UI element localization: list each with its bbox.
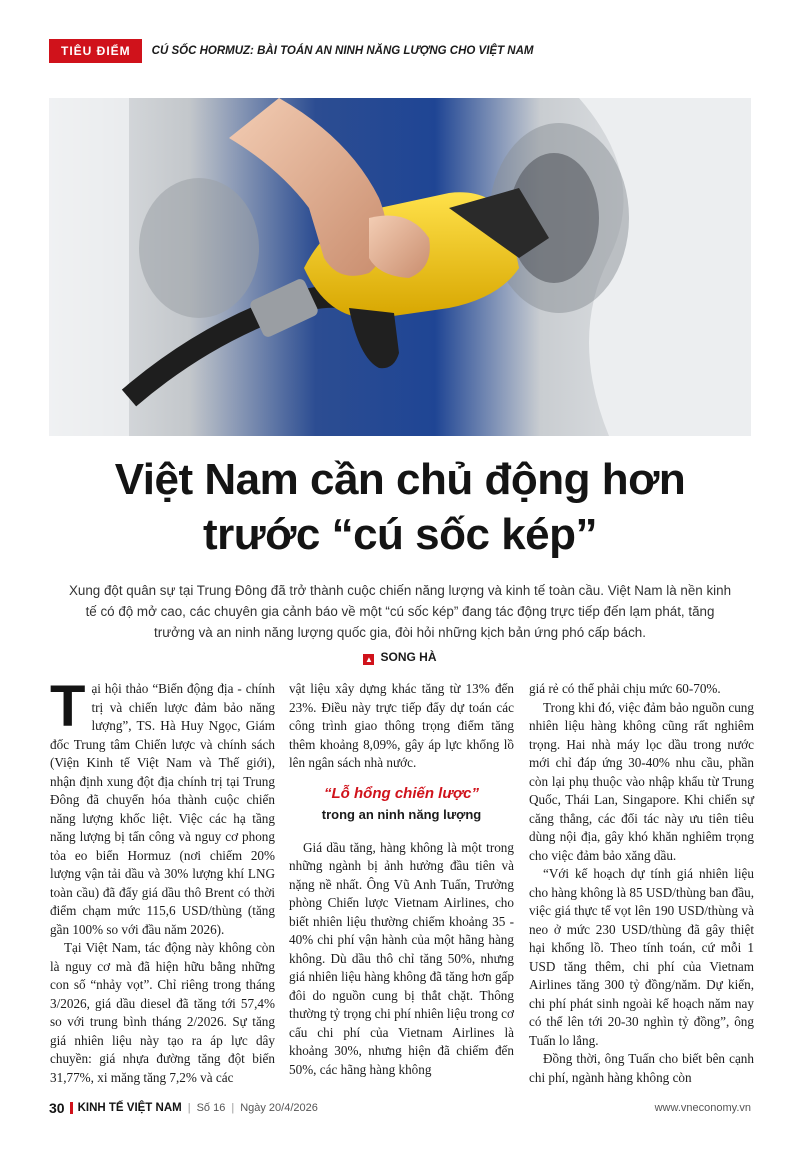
paragraph: Giá dầu tăng, hàng không là một trong những ngành bị ảnh hưởng đầu tiên và nặng nề nhất. Ông Vũ Anh Tuấn, Trưởng phòng Chiến lược Vietnam Airlines, cho biết nhiên liệu thường chiếm khoảng 35 - 40% chi phí vận hành của một hãng hàng không. Dù dầu thô chỉ tăng 50%, nhưng giá nhiên liệu hàng không đã tăng hơn gấp đôi do nguồn cung bị thắt chặt. Thông thường tỷ trọng chi phí nhiên liệu trong cơ cấu chi phí của Vietnam Airlines là khoảng 30%, nhưng hiện đã chiếm đến 50%, các hãng hàng không (289, 839, 514, 1077)
series-title: CÚ SỐC HORMUZ: BÀI TOÁN AN NINH NĂNG LƯỢNG CHO VIỆT NAM (151, 45, 534, 57)
column-3 (529, 680, 754, 1087)
website-url: www.vneconomy.vn (654, 1102, 751, 1114)
author-name: SONG HÀ (380, 650, 437, 664)
paragraph: Tại Việt Nam, tác động này không còn là nguy cơ mà đã hiện hữu bằng những con số “nhảy vọt”. Chỉ riêng trong tháng 3/2026, giá dầu diesel đã tăng tới 57,4% so với trung bình tháng 2/2026. Sự tăng giá nhiên liệu này tạo ra áp lực dây chuyền: giá nhựa đường tăng đột biến 31,77%, xi măng tăng 7,2% và các (50, 940, 275, 1085)
section-header (49, 39, 533, 63)
separator: | (231, 1102, 235, 1114)
paragraph: vật liệu xây dựng khác tăng từ 13% đến 23%. Điều này trực tiếp đẩy dự toán các công trình giao thông trọng điểm tăng thêm khoảng 8,09%, gây áp lực khổng lồ lên ngân sách nhà nước. (289, 681, 514, 770)
paragraph: Trong khi đó, việc đảm bảo nguồn cung nhiên liệu hàng không cũng rất nghiêm trọng. Hai nhà máy lọc dầu trong nước mới chỉ đáp ứng 30-40% nhu cầu, phần còn lại phụ thuộc vào nhập khẩu từ Trung Quốc, Thái Lan, Singapore. Khi chiến sự căng thẳng, các đối tác này ưu tiên tiêu dùng nội địa, gây khó khăn nghiêm trọng cho việc đảm bảo xăng dầu. (529, 699, 754, 863)
issue-date: Ngày 20/4/2026 (240, 1102, 318, 1114)
column-1 (50, 674, 275, 1087)
paragraph: giá rẻ có thể phải chịu mức 60-70%. (529, 681, 721, 696)
headline-line-1: Việt Nam cần chủ động hơn (114, 455, 686, 504)
paragraph (50, 674, 275, 939)
author-icon: ▲ (365, 655, 373, 664)
subheading-line-2: trong an ninh năng lượng (321, 807, 482, 822)
subheading (289, 785, 514, 825)
section-tag: TIÊU ĐIỂM (49, 39, 142, 63)
drop-cap: T (50, 674, 86, 739)
paragraph-text: ại hội thảo “Biến động địa - chính trị và chiến lược đảm bảo năng lượng”, TS. Hà Huy Ngọc, Giám đốc Trung tâm Chiến lược và chính sách (Viện Kinh tế Việt Nam và Thế giới), nhận định xung đột địa chính trị tại Trung Đông đã chuyển hóa thành cuộc chiến năng lượng khốc liệt. Việc các hạ tầng năng lượng bị tấn công và nguy cơ phong tỏa eo biển Hormuz (nơi chiếm 20% lượng vận tải dầu và 30% lượng khí LNG toàn cầu) đã đẩy giá dầu thô Brent có thời điểm chạm mức 115,6 USD/thùng (tăng gần 100% so với đầu năm 2026). (50, 681, 275, 937)
page-number: 30 (49, 1100, 65, 1116)
separator: | (187, 1102, 191, 1114)
fuel-nozzle-icon (49, 98, 751, 436)
article-sapo: Xung đột quân sự tại Trung Đông đã trở thành cuộc chiến năng lượng và kinh tế toàn cầu. Việt Nam là nền kinh tế có độ mở cao, các chuyên gia cảnh báo về một “cú sốc kép” đang tác động trực tiếp đến lạm phát, tăng trưởng và an ninh năng lượng quốc gia, đòi hỏi những kịch bản ứng phó cấp bách. (68, 583, 732, 640)
byline (0, 650, 800, 665)
footer-divider (70, 1102, 73, 1114)
headline-line-2: trước “cú sốc kép” (202, 510, 598, 559)
magazine-name: KINH TẾ VIỆT NAM (77, 1102, 182, 1114)
subheading-line-1: “Lỗ hổng chiến lược” (324, 784, 479, 802)
paragraph: Đồng thời, ông Tuấn cho biết bên cạnh chi phí, ngành hàng không còn (529, 1051, 754, 1085)
hero-photo (49, 98, 751, 436)
issue-number: Số 16 (196, 1102, 226, 1114)
paragraph: “Với kế hoạch dự tính giá nhiên liệu cho hàng không là 85 USD/thùng ban đầu, việc giá thực tế vọt lên 190 USD/thùng và neo ở mức 230 USD/thùng đã gây thiệt hại khổng lồ. Theo tính toán, cứ mỗi 1 USD tăng thêm, chi phí của Vietnam Airlines tăng 300 tỷ đồng/năm. Dự kiến, chi phí phát sinh ngoài kế hoạch năm nay có thể lên tới 20-30 nghìn tỷ đồng”, ông Tuấn lo lắng. (529, 866, 754, 1048)
column-2 (289, 680, 514, 1079)
page-footer (49, 1098, 751, 1118)
